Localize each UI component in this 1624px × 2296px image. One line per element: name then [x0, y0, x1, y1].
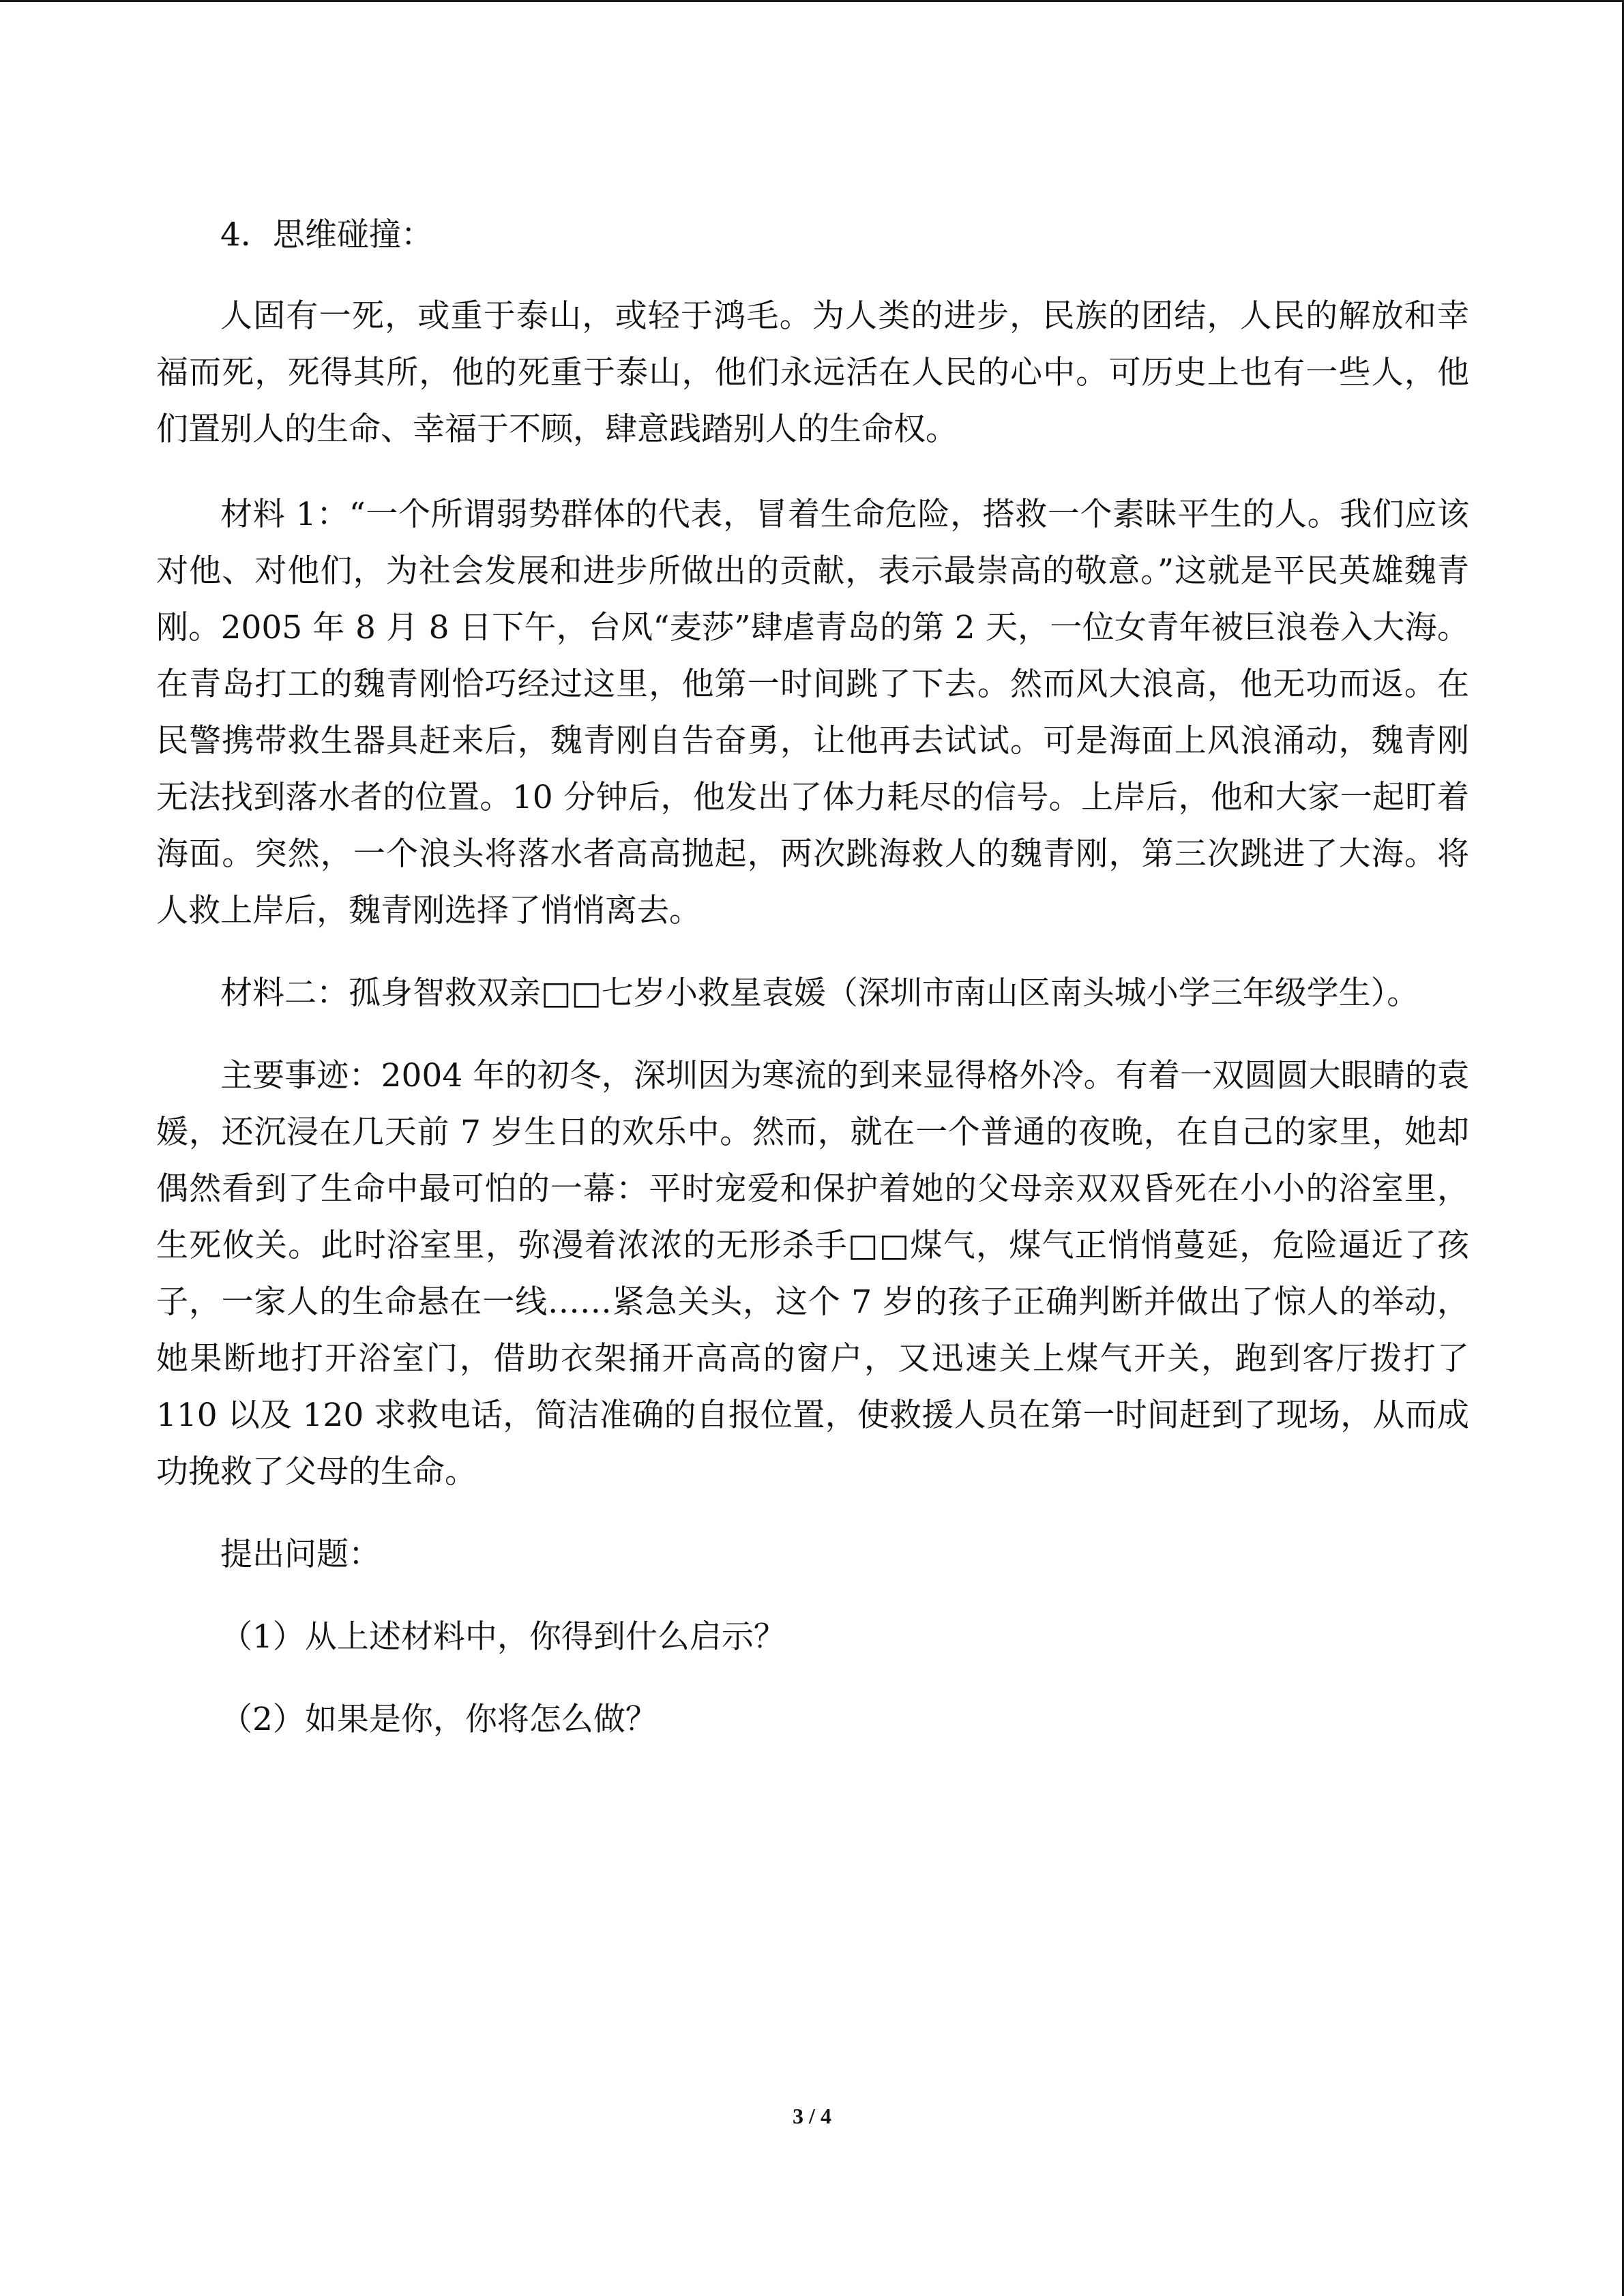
- section-heading: 4．思维碰撞：: [220, 216, 433, 254]
- question-2: （2）如果是你，你将怎么做？: [220, 1701, 658, 1738]
- page-number: 3 / 4: [793, 2104, 831, 2128]
- intro-paragraph: 人固有一死，或重于泰山，或轻于鸿毛。为人类的进步，民族的团结，人民的解放和幸福而死，死得其所，他的死重于泰山，他们永远活在人民的心中。可历史上也有一些人，他们置别人的生命、幸福于不顾，肆意践踏别人的生命权。: [156, 297, 1469, 448]
- material-1-paragraph: 材料 1：“一个所谓弱势群体的代表，冒着生命危险，搭救一个素昧平生的人。我们应该对他、对他们，为社会发展和进步所做出的贡献，表示最崇高的敬意。”这就是平民英雄魏青刚。2005 年 8 月 8 日下午，台风“麦莎”肆虐青岛的第 2 天，一位女青年被巨浪卷入大海。在青岛打工的魏青刚恰巧经过这里，他第一时间跳了下去。然而风大浪高，他无功而返。在民警携带救生器具赶来后，魏青刚自告奋勇，让他再去试试。可是海面上风浪涌动，魏青刚无法找到落水者的位置。10 分钟后，他发出了体力耗尽的信号。上岸后，他和大家一起盯着海面。突然，一个浪头将落水者高高抛起，两次跳海救人的魏青刚，第三次跳进了大海。将人救上岸后，魏青刚选择了悄悄离去。: [156, 496, 1469, 929]
- questions-heading: 提出问题：: [220, 1536, 381, 1573]
- material-2-paragraph: 材料二：孤身智救双亲□□七岁小救星袁媛（深圳市南山区南头城小学三年级学生）。: [220, 974, 1419, 1012]
- main-deeds-paragraph: 主要事迹：2004 年的初冬，深圳因为寒流的到来显得格外冷。有着一双圆圆大眼睛的袁媛，还沉浸在几天前 7 岁生日的欢乐中。然而，就在一个普通的夜晚，在自己的家里，她却偶然看到了生命中最可怕的一幕：平时宠爱和保护着她的父母亲双双昏死在小小的浴室里，生死攸关。此时浴室里，弥漫着浓浓的无形杀手□□煤气，煤气正悄悄蔓延，危险逼近了孩子，一家人的生命悬在一线……紧急关头，这个 7 岁的孩子正确判断并做出了惊人的举动，她果断地打开浴室门，借助衣架捅开高高的窗户，又迅速关上煤气开关，跑到客厅拨打了 110 以及 120 求救电话，简洁准确的自报位置，使救援人员在第一时间赶到了现场，从而成功挽救了父母的生命。: [156, 1057, 1469, 1491]
- question-1: （1）从上述材料中，你得到什么启示？: [220, 1618, 786, 1656]
- document-body: [156, 207, 1469, 1774]
